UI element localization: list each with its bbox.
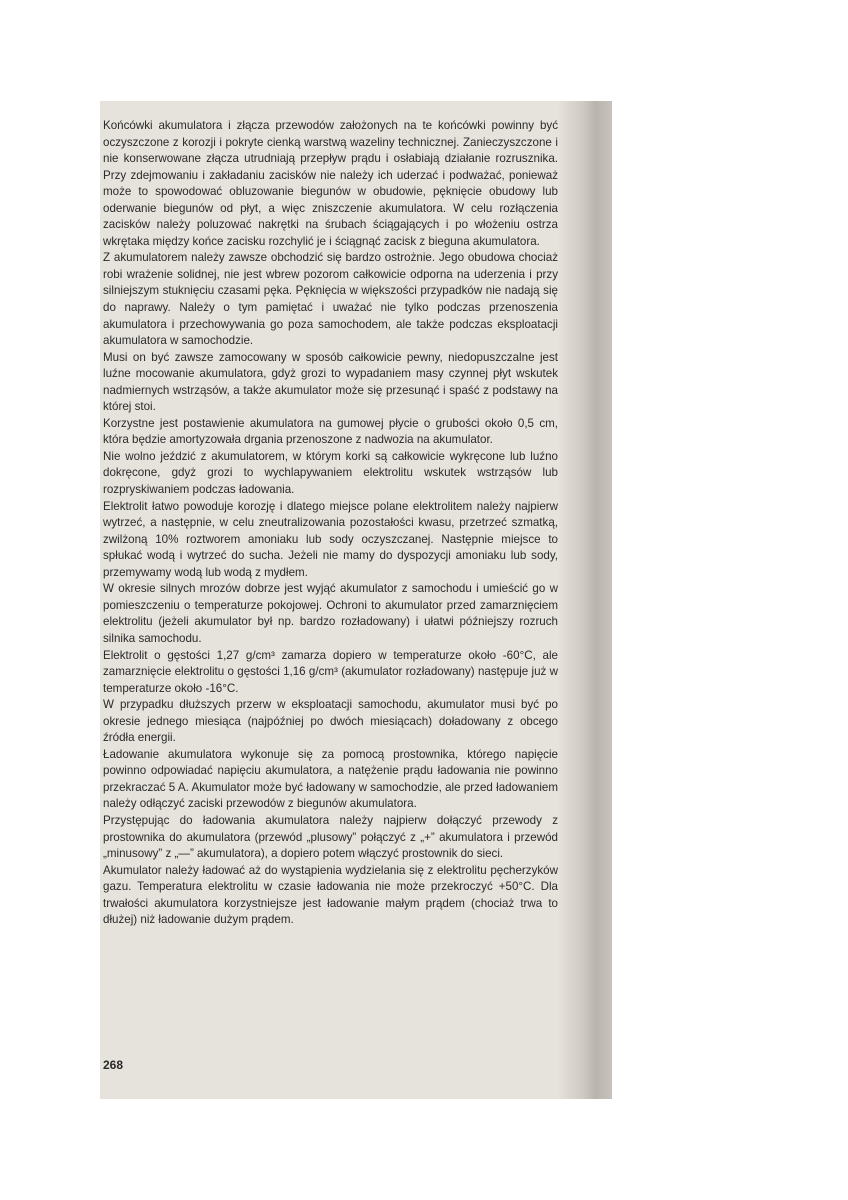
paragraph-mounting: Musi on być zawsze zamocowany w sposób całkowicie pewny, niedopuszczalne jest luźne mocowanie akumulatora, gdyż grozi to wypadaniem masy czynnej płyt wskutek nadmiernych wstrząsów, a także akumulator może się przesunąć i spaść z podstawy na której stoi. (103, 350, 558, 414)
paragraph-battery-terminals: Końcówki akumulatora i złącza przewodów założonych na te końcówki powinny być oczyszczone z korozji i pokryte cienką warstwą wazeliny technicznej. Zanieczyszczone i nie konserwowane złącza utrudniają przepływ prądu i osłabiają działanie rozrusznika. Przy zdejmowaniu i zakładaniu zacisków nie należy ich uderzać i podważać, ponieważ może to spowodować obluzowanie biegunów w obudowie, pęknięcie obudowy lub oderwanie biegunów od płyt, a więc zniszczenie akumulatora. W celu rozłączenia zacisków należy poluzować nakrętki na śrubach ściągających i po włożeniu ostrza wkrętaka między końce zacisku rozchylić je i ściągnąć zacisk z bieguna akumulatora. (103, 119, 558, 248)
scanned-page (100, 101, 612, 1099)
paragraph-vent-plugs: Nie wolno jeździć z akumulatorem, w którym korki są całkowicie wykręcone lub luźno dokręcone, gdyż grozi to wychlapywaniem elektrolitu wskutek wstrząsów lub rozpryskiwaniem podczas ładowania. (103, 449, 558, 497)
paragraph-connecting-leads: Przystępując do ładowania akumulatora należy najpierw dołączyć przewody z prostownika do akumulatora (przewód „plusowy” połączyć z „+” akumulatora i przewód „minusowy” z „—” akumulatora), a dopiero potem włączyć prostownik do sieci. (103, 813, 558, 861)
paragraph-frost: W okresie silnych mrozów dobrze jest wyjąć akumulator z samochodu i umieścić go w pomieszczeniu o temperaturze pokojowej. Ochroni to akumulator przed zamarznięciem elektrolitu (jeżeli akumulator był np. bardzo rozładowany) i ułatwi późniejszy rozruch silnika samochodu. (103, 582, 558, 645)
page-number: 268 (103, 1058, 124, 1072)
book-gutter-shadow (558, 101, 612, 1099)
paragraph-rubber-pad: Korzystne jest postawienie akumulatora na gumowej płycie o grubości około 0,5 cm, która będzie amortyzowała drgania przenoszone z nadwozia na akumulator. (103, 416, 558, 447)
paragraph-electrolyte-corrosion: Elektrolit łatwo powoduje korozję i dlatego miejsce polane elektrolitem należy najpierw wytrzeć, a następnie, w celu zneutralizowania pozostałości kwasu, przetrzeć szmatką, zwilżoną 10% roztworem amoniaku lub sody oczyszczanej. Następnie miejsce to spłukać wodą i wytrzeć do sucha. Jeżeli nie mamy do dyspozycji amoniaku lub sody, przemywamy wodą lub wodą z mydłem. (103, 499, 558, 579)
paragraph-charging-rectifier: Ładowanie akumulatora wykonuje się za pomocą prostownika, którego napięcie powinno odpowiadać napięciu akumulatora, a natężenie prądu ładowania nie powinno przekraczać 5 A. Akumulator może być ładowany w samochodzie, ale przed ładowaniem należy odłączyć zaciski przewodów z biegunów akumulatora. (103, 747, 558, 811)
text-column (103, 118, 558, 929)
paragraph-handling-care: Z akumulatorem należy zawsze obchodzić się bardzo ostrożnie. Jego obudowa chociaż robi wrażenie solidnej, nie jest wbrew pozorom całkowicie odporna na uderzenia i przy silniejszym stuknięciu czasami pęka. Pęknięcia w większości przypadków nie nadają się do naprawy. Należy o tym pamiętać i uważać nie tylko podczas przenoszenia akumulatora i przechowywania go poza samochodem, ale także podczas eksploatacji akumulatora w samochodzie. (103, 251, 558, 348)
paragraph-long-breaks: W przypadku dłuższych przerw w eksploatacji samochodu, akumulator musi być po okresie jednego miesiąca (najpóźniej po dwóch miesiącach) doładowany z obcego źródła energii. (103, 698, 558, 745)
paragraph-charging-end: Akumulator należy ładować aż do wystąpienia wydzielania się z elektrolitu pęcherzyków gazu. Temperatura elektrolitu w czasie ładowania nie może przekroczyć +50°C. Dla trwałości akumulatora korzystniejsze jest ładowanie małym prądem (chociaż trwa to dłużej) niż ładowanie dużym prądem. (103, 863, 558, 927)
paragraph-freezing-point: Elektrolit o gęstości 1,27 g/cm³ zamarza dopiero w temperaturze około -60°C, ale zamarznięcie elektrolitu o gęstości 1,16 g/cm³ (akumulator rozładowany) następuje już w temperaturze około -16°C. (103, 648, 558, 695)
